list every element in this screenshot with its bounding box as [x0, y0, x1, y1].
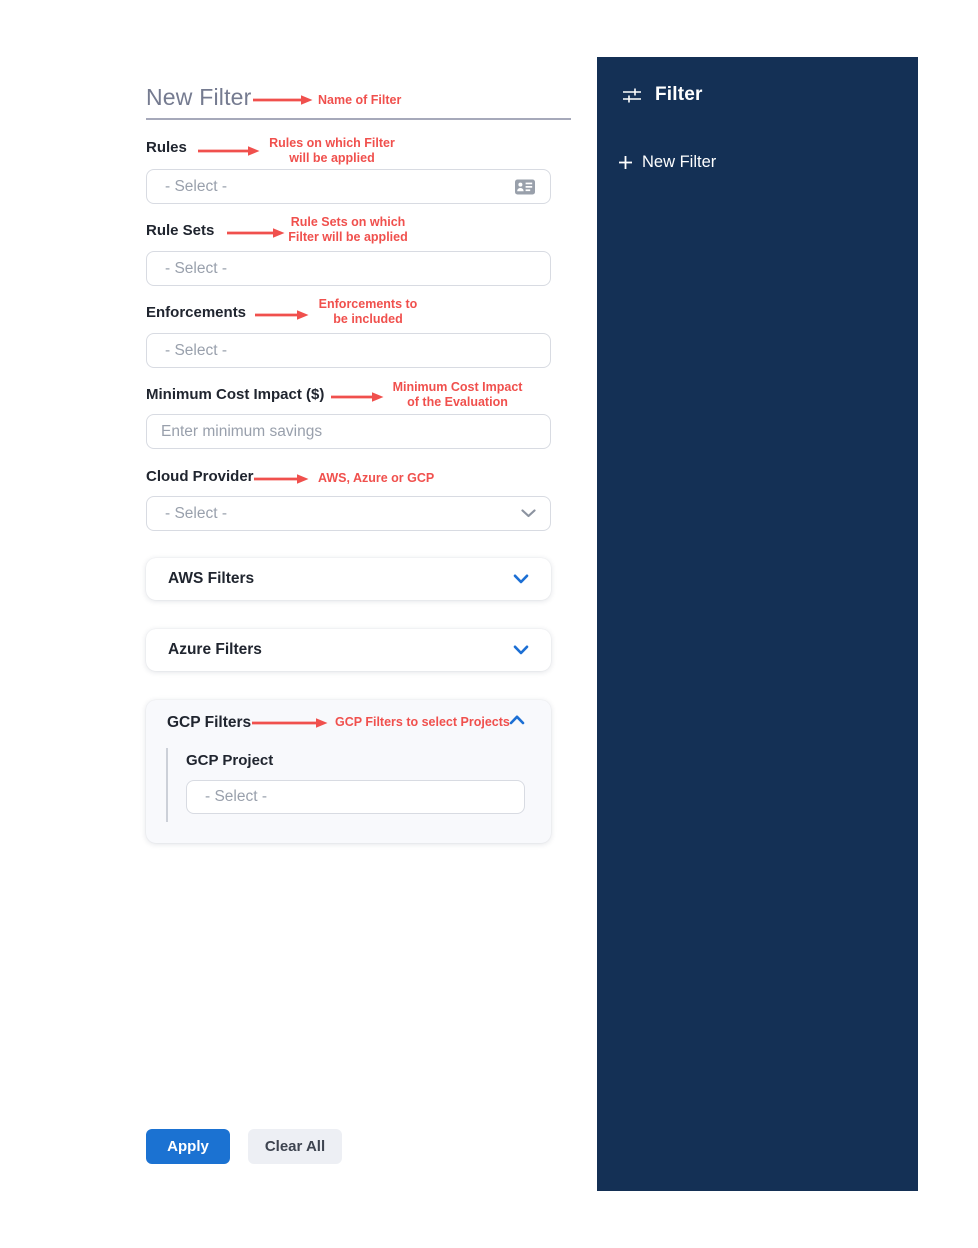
annotation-rules: Rules on which Filter will be applied — [269, 136, 395, 165]
rules-select[interactable] — [146, 169, 551, 204]
annotation-name-of-filter: Name of Filter — [318, 93, 402, 107]
chevron-down-icon — [513, 574, 529, 584]
clear-all-button[interactable]: Clear All — [248, 1129, 342, 1164]
annotation-cloud-provider: AWS, Azure or GCP — [318, 471, 435, 485]
plus-icon — [618, 155, 633, 170]
enforcements-select-placeholder: - Select - — [165, 341, 228, 359]
rule-sets-select[interactable] — [146, 251, 551, 286]
rules-select-placeholder: - Select - — [165, 177, 228, 195]
arrow-right-icon — [253, 94, 313, 106]
gcp-filters-section — [146, 700, 551, 843]
aws-filters-section[interactable] — [146, 558, 551, 600]
filter-sidebar — [597, 57, 918, 1191]
title-divider — [146, 118, 571, 120]
azure-filters-title: Azure Filters — [168, 641, 262, 658]
chevron-down-icon — [521, 509, 536, 518]
rules-label: Rules — [146, 139, 187, 156]
minimum-cost-impact-label: Minimum Cost Impact ($) — [146, 386, 325, 403]
arrow-right-icon — [331, 391, 384, 403]
annotation-rule-sets: Rule Sets on which Filter will be applied — [288, 215, 408, 244]
sidebar-item-new-filter[interactable] — [618, 153, 716, 172]
apply-button[interactable]: Apply — [146, 1129, 230, 1164]
section-indent-divider — [166, 748, 168, 822]
arrow-right-icon — [252, 717, 328, 729]
gcp-project-select-placeholder: - Select - — [205, 788, 268, 805]
annotation-gcp-filters: GCP Filters to select Projects — [335, 715, 510, 729]
azure-filters-section[interactable] — [146, 629, 551, 671]
contact-card-icon — [514, 178, 536, 196]
gcp-project-select[interactable] — [186, 780, 525, 814]
aws-filters-title: AWS Filters — [168, 570, 255, 587]
sidebar-header — [621, 84, 703, 106]
chevron-up-icon[interactable] — [509, 715, 525, 725]
annotation-minimum-cost-impact: Minimum Cost Impact of the Evaluation — [392, 380, 523, 409]
sidebar-item-new-filter-label: New Filter — [642, 153, 717, 171]
cloud-provider-select-placeholder: - Select - — [165, 504, 228, 522]
cloud-provider-select[interactable] — [146, 496, 551, 531]
sliders-icon — [621, 84, 643, 106]
rule-sets-label: Rule Sets — [146, 222, 215, 239]
cloud-provider-label: Cloud Provider — [146, 468, 254, 485]
gcp-project-label: GCP Project — [186, 752, 274, 769]
arrow-right-icon — [198, 145, 260, 157]
annotation-enforcements: Enforcements to be included — [318, 297, 418, 326]
gcp-filters-title: GCP Filters — [167, 714, 252, 731]
enforcements-select[interactable] — [146, 333, 551, 368]
minimum-savings-input[interactable] — [146, 414, 551, 449]
arrow-right-icon — [227, 227, 285, 239]
enforcements-label: Enforcements — [146, 304, 247, 321]
page-title: New Filter — [146, 84, 252, 110]
sidebar-title: Filter — [655, 84, 703, 105]
rule-sets-select-placeholder: - Select - — [165, 259, 228, 277]
arrow-right-icon — [255, 309, 309, 321]
arrow-right-icon — [254, 473, 309, 485]
chevron-down-icon — [513, 645, 529, 655]
